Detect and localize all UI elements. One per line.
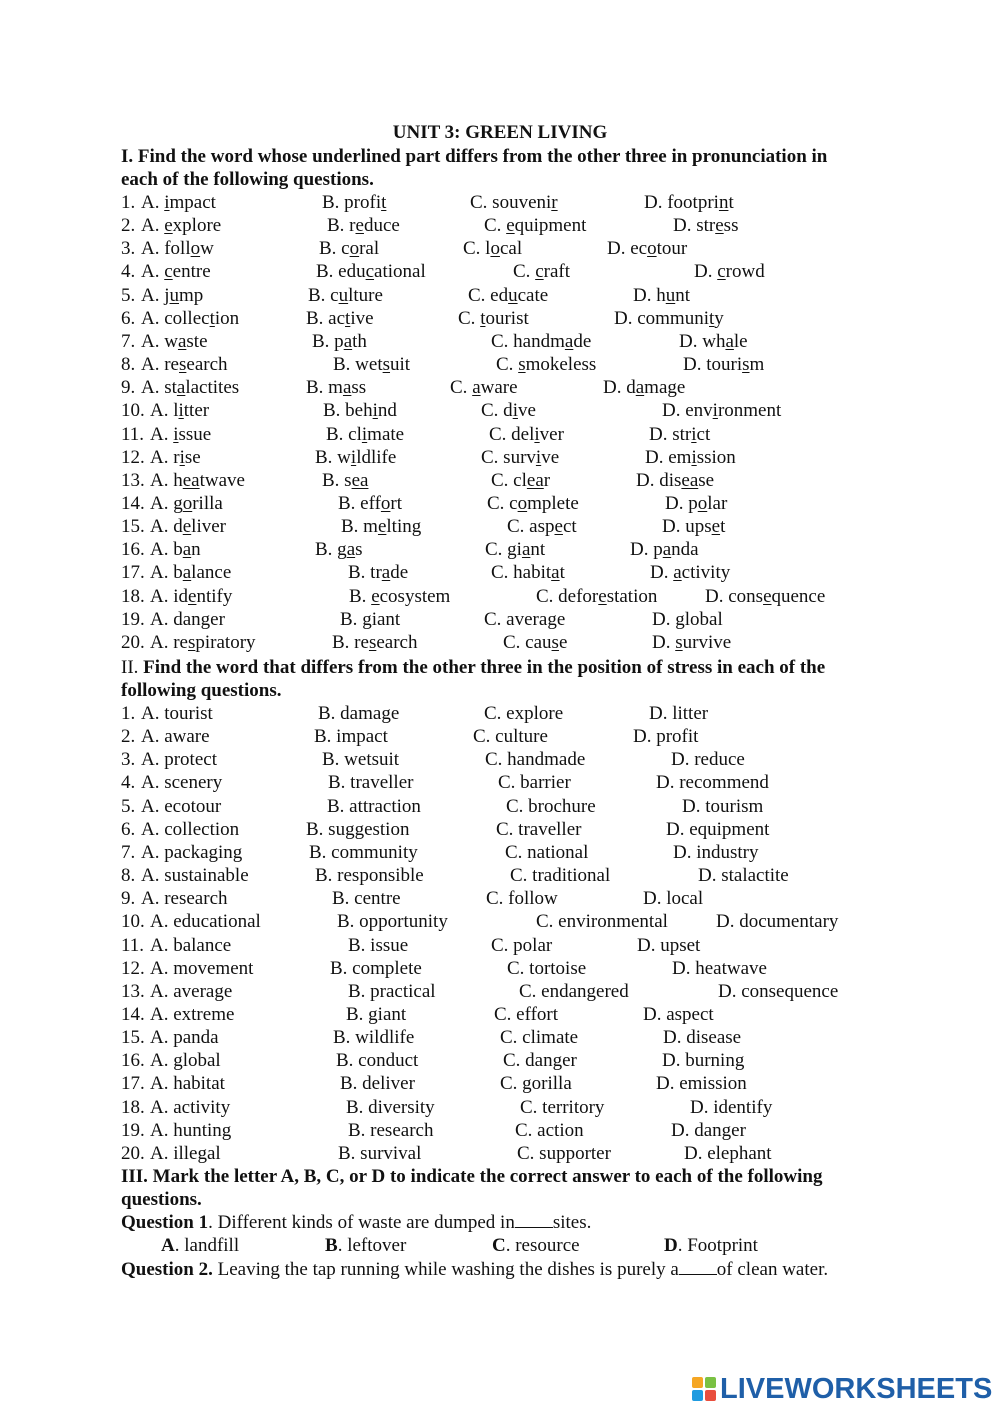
s1-option-b[interactable]: B. sea: [322, 469, 369, 491]
s1-option-a[interactable]: A. research: [141, 354, 228, 376]
s1-option-a[interactable]: A. issue: [150, 423, 212, 445]
s1-question-number: 6.: [121, 307, 136, 329]
q1-option-a[interactable]: A. landfill: [161, 1235, 240, 1256]
s2-option-a[interactable]: A. research: [141, 888, 228, 910]
liveworksheets-footer: [692, 1372, 992, 1406]
s2-option-a[interactable]: A. movement: [150, 957, 254, 979]
s2-question-number: 2.: [121, 726, 136, 748]
s1-option-c[interactable]: C. dive: [481, 400, 536, 422]
s2-option-c[interactable]: C. brochure: [506, 795, 596, 817]
s1-question-number: 2.: [121, 215, 136, 237]
s1-option-b[interactable]: B. melting: [341, 516, 422, 538]
s2-option-d[interactable]: D. emission: [656, 1073, 747, 1095]
s1-option-a[interactable]: A. impact: [141, 192, 216, 213]
s1-question-number: 17.: [121, 562, 145, 584]
s1-option-d[interactable]: D. polar: [665, 492, 728, 514]
s2-option-c[interactable]: C. culture: [473, 726, 548, 748]
s2-question-number: 13.: [121, 980, 145, 1002]
s1-option-b[interactable]: B. ecosystem: [349, 585, 451, 607]
s1-option-d[interactable]: D. footprint: [644, 192, 734, 213]
question-2-blank[interactable]: [679, 1258, 717, 1275]
s2-option-d[interactable]: D. litter: [649, 703, 709, 724]
q1-option-d[interactable]: D. Footprint: [664, 1235, 758, 1256]
s1-option-b[interactable]: B. wetsuit: [333, 354, 411, 376]
s1-option-b[interactable]: B. profit: [322, 192, 387, 213]
s1-question-number: 19.: [121, 608, 145, 630]
section1-heading-line1: I. Find the word whose underlined part differs from the other three in pronunciation in: [121, 146, 828, 167]
s2-option-b[interactable]: B. opportunity: [337, 911, 448, 933]
s2-option-d[interactable]: D. disease: [663, 1027, 742, 1049]
section3-heading-line2: questions.: [121, 1189, 202, 1210]
s1-question-number: 9.: [121, 377, 136, 399]
s2-option-b[interactable]: B. research: [348, 1119, 434, 1141]
s1-option-a[interactable]: A. jump: [141, 284, 204, 306]
q1-option-b[interactable]: B. leftover: [325, 1235, 407, 1256]
s2-option-d[interactable]: D. upset: [637, 934, 701, 956]
s2-option-d[interactable]: D. aspect: [643, 1003, 714, 1025]
s2-question-number: 5.: [121, 795, 136, 817]
s2-option-c[interactable]: C. climate: [500, 1027, 579, 1049]
s2-option-a[interactable]: A. aware: [141, 726, 210, 748]
s1-option-a[interactable]: A. collection: [141, 307, 240, 329]
s1-question-number: 14.: [121, 492, 145, 514]
s1-option-a[interactable]: A. respiratory: [150, 631, 256, 653]
s2-option-a[interactable]: A. protect: [141, 749, 217, 771]
s1-option-c[interactable]: C. deliver: [489, 423, 564, 445]
s1-option-c[interactable]: C. deforestation: [536, 585, 658, 607]
s1-question-number: 4.: [121, 261, 136, 283]
s1-option-b[interactable]: B. wildlife: [315, 446, 397, 468]
s1-option-b[interactable]: B. behind: [323, 400, 397, 422]
s2-option-a[interactable]: A. educational: [150, 911, 261, 933]
s1-option-c[interactable]: C. complete: [487, 492, 579, 514]
s1-option-a[interactable]: A. waste: [141, 330, 208, 352]
s2-option-c[interactable]: C. traveller: [496, 818, 582, 840]
s2-question-number: 18.: [121, 1096, 145, 1118]
s1-option-c[interactable]: C. giant: [485, 539, 546, 561]
s2-option-b[interactable]: B. wetsuit: [322, 749, 400, 771]
s2-option-d[interactable]: D. stalactite: [698, 865, 789, 887]
s2-option-c[interactable]: C. gorilla: [500, 1073, 572, 1095]
s2-question-number: 4.: [121, 772, 136, 794]
s1-option-d[interactable]: D. consequence: [705, 585, 826, 607]
s1-option-c[interactable]: C. tourist: [458, 307, 529, 329]
s1-option-c[interactable]: C. handmade: [491, 330, 592, 352]
s2-option-a[interactable]: A. global: [150, 1050, 221, 1072]
section2-heading-line2: following questions.: [121, 680, 282, 701]
s1-question-number: 18.: [121, 585, 145, 607]
s2-option-d[interactable]: D. tourism: [682, 795, 764, 817]
s2-question-number: 19.: [121, 1119, 145, 1141]
s1-question-number: 12.: [121, 446, 145, 468]
s1-option-d[interactable]: D. community: [614, 307, 724, 329]
s2-option-d[interactable]: D. profit: [633, 726, 699, 748]
s1-option-d[interactable]: D. hunt: [633, 284, 691, 306]
s2-option-d[interactable]: D. equipment: [666, 818, 770, 840]
s1-option-a[interactable]: A. centre: [141, 261, 211, 283]
s2-question-number: 11.: [121, 934, 145, 956]
s2-option-d[interactable]: D. consequence: [718, 980, 839, 1002]
s1-option-d[interactable]: D. survive: [652, 631, 732, 653]
s2-question-number: 10.: [121, 911, 145, 933]
s1-option-b[interactable]: B. giant: [340, 608, 401, 630]
s1-option-b[interactable]: B. mass: [306, 377, 367, 399]
s1-option-b[interactable]: B. educational: [316, 261, 426, 283]
s2-question-number: 1.: [121, 703, 136, 724]
s1-option-b[interactable]: B. gas: [315, 539, 363, 561]
s1-option-c[interactable]: C. aspect: [507, 516, 577, 538]
s2-question-number: 12.: [121, 957, 145, 979]
s2-option-d[interactable]: D. burning: [662, 1050, 745, 1072]
s1-option-d[interactable]: D. strict: [649, 423, 711, 445]
section1-heading-line2: each of the following questions.: [121, 169, 374, 190]
s2-option-b[interactable]: B. attraction: [327, 795, 421, 817]
s2-option-b[interactable]: B. centre: [332, 888, 401, 910]
s2-option-b[interactable]: B. practical: [348, 980, 436, 1002]
s1-option-b[interactable]: B. coral: [319, 238, 380, 260]
s2-option-c[interactable]: C. territory: [520, 1096, 605, 1118]
question-2-text-before: Leaving the tap running while washing the dishes is purely a: [212, 1259, 679, 1280]
s1-option-b[interactable]: B. climate: [326, 423, 405, 445]
s1-question-number: 16.: [121, 539, 145, 561]
s1-option-a[interactable]: A. balance: [150, 562, 232, 584]
s2-question-number: 3.: [121, 749, 136, 771]
s2-option-a[interactable]: A. collection: [141, 818, 240, 840]
s1-option-a[interactable]: A. identify: [150, 585, 233, 607]
s2-option-b[interactable]: B. issue: [348, 934, 409, 956]
s1-option-c[interactable]: C. educate: [468, 284, 549, 306]
s2-option-d[interactable]: D. danger: [671, 1119, 746, 1141]
s2-option-c[interactable]: C. barrier: [498, 772, 571, 794]
section2-heading-text: Find the word that differs from the other three in the position of stress in each of the: [143, 657, 826, 678]
question-2: [121, 1258, 828, 1281]
s2-question-number: 7.: [121, 841, 136, 863]
s2-option-b[interactable]: B. damage: [318, 703, 400, 724]
s1-option-c[interactable]: C. local: [463, 238, 523, 260]
logo-square: [705, 1390, 716, 1401]
s1-option-d[interactable]: D. damage: [603, 377, 686, 399]
question-1-text-after: sites.: [552, 1212, 592, 1233]
logo-square: [692, 1390, 703, 1401]
s1-option-a[interactable]: A. explore: [141, 215, 222, 237]
s2-option-a[interactable]: A. average: [150, 980, 233, 1002]
s2-option-b[interactable]: B. survival: [338, 1142, 422, 1164]
s1-option-c[interactable]: C. aware: [450, 377, 518, 399]
page-title: UNIT 3: GREEN LIVING: [392, 122, 608, 143]
s1-option-c[interactable]: C. survive: [481, 446, 560, 468]
s1-option-c[interactable]: C. equipment: [484, 215, 587, 237]
s1-option-a[interactable]: A. gorilla: [150, 492, 223, 514]
s1-option-a[interactable]: A. deliver: [150, 516, 226, 538]
s2-question-number: 8.: [121, 865, 136, 887]
s2-option-a[interactable]: A. ecotour: [141, 795, 222, 817]
s2-question-number: 6.: [121, 818, 136, 840]
s2-question-number: 14.: [121, 1003, 145, 1025]
s2-option-c[interactable]: C. endangered: [519, 980, 629, 1002]
s1-option-d[interactable]: D. global: [652, 608, 723, 630]
question-1-blank[interactable]: [515, 1211, 553, 1228]
s2-option-a[interactable]: A. tourist: [141, 703, 213, 724]
s1-option-d[interactable]: D. activity: [650, 562, 731, 584]
s1-option-a[interactable]: A. litter: [150, 400, 210, 422]
s1-question-number: 8.: [121, 354, 136, 376]
s2-option-d[interactable]: D. recommend: [656, 772, 769, 794]
s1-option-c[interactable]: C. smokeless: [496, 354, 597, 376]
s2-option-c[interactable]: C. action: [515, 1119, 584, 1141]
s2-question-number: 9.: [121, 888, 136, 910]
s1-option-b[interactable]: B. effort: [338, 492, 403, 514]
question-1-label: Question 1: [121, 1212, 209, 1233]
s2-option-a[interactable]: A. extreme: [150, 1003, 235, 1025]
s1-question-number: 10.: [121, 400, 145, 422]
s2-option-d[interactable]: D. elephant: [684, 1142, 772, 1164]
s1-option-d[interactable]: D. disease: [636, 469, 715, 491]
s2-option-d[interactable]: D. identify: [690, 1096, 773, 1118]
s2-option-b[interactable]: B. responsible: [315, 865, 424, 887]
question-1: [121, 1211, 591, 1234]
s1-option-a[interactable]: A. stalactites: [141, 377, 240, 399]
s1-option-c[interactable]: C. clear: [491, 469, 551, 491]
s2-option-b[interactable]: B. deliver: [340, 1073, 415, 1095]
s2-option-b[interactable]: B. complete: [330, 957, 422, 979]
s2-option-c[interactable]: C. national: [505, 841, 589, 863]
logo-square: [692, 1377, 703, 1388]
s2-option-a[interactable]: A. panda: [150, 1027, 219, 1049]
s2-option-d[interactable]: D. reduce: [671, 749, 745, 771]
s2-option-d[interactable]: D. local: [643, 888, 704, 910]
s2-option-c[interactable]: C. polar: [491, 934, 553, 956]
s2-option-b[interactable]: B. conduct: [336, 1050, 419, 1072]
s1-option-b[interactable]: B. active: [306, 307, 374, 329]
logo-square: [705, 1377, 716, 1388]
s2-option-a[interactable]: A. sustainable: [141, 865, 249, 887]
s2-option-a[interactable]: A. packaging: [141, 841, 243, 863]
s2-question-number: 16.: [121, 1050, 145, 1072]
section3-heading-line1: III. Mark the letter A, B, C, or D to indicate the correct answer to each of the following: [121, 1166, 823, 1187]
s2-option-d[interactable]: D. industry: [673, 841, 759, 863]
s2-question-number: 20.: [121, 1142, 145, 1164]
s1-question-number: 1.: [121, 192, 136, 213]
s1-option-d[interactable]: D. emission: [645, 446, 736, 468]
s2-option-b[interactable]: B. giant: [346, 1003, 407, 1025]
section2-heading-line1: [121, 656, 825, 679]
s1-option-a[interactable]: A. heatwave: [150, 469, 245, 491]
s2-option-a[interactable]: A. habitat: [150, 1073, 225, 1095]
s2-option-d[interactable]: D. documentary: [716, 911, 839, 933]
liveworksheets-logo-icon: [692, 1377, 716, 1401]
s2-option-c[interactable]: C. handmade: [485, 749, 586, 771]
s1-option-b[interactable]: B. trade: [348, 562, 409, 584]
s1-option-c[interactable]: C. habitat: [491, 562, 565, 584]
s1-question-number: 20.: [121, 631, 145, 653]
s1-option-d[interactable]: D. stress: [673, 215, 739, 237]
q1-option-c[interactable]: C. resource: [492, 1235, 580, 1256]
s1-question-number: 3.: [121, 238, 136, 260]
s2-option-c[interactable]: C. effort: [494, 1003, 559, 1025]
s2-option-c[interactable]: C. explore: [484, 703, 564, 724]
s1-option-d[interactable]: D. tourism: [683, 354, 765, 376]
s1-option-a[interactable]: A. ban: [150, 539, 201, 561]
s1-option-b[interactable]: B. research: [332, 631, 418, 653]
s1-option-b[interactable]: B. reduce: [327, 215, 400, 237]
s2-option-a[interactable]: A. activity: [150, 1096, 231, 1118]
s1-option-a[interactable]: A. follow: [141, 238, 214, 260]
s1-option-d[interactable]: D. ecotour: [607, 238, 688, 260]
s2-option-c[interactable]: C. environmental: [536, 911, 668, 933]
s2-option-b[interactable]: B. community: [309, 841, 418, 863]
s2-question-number: 15.: [121, 1027, 145, 1049]
question-2-text-after: of clean water.: [716, 1259, 829, 1280]
s2-option-b[interactable]: B. traveller: [328, 772, 414, 794]
s1-option-c[interactable]: C. average: [484, 608, 566, 630]
brand-name: LIVEWORKSHEETS: [720, 1372, 993, 1405]
s2-option-c[interactable]: C. tortoise: [507, 957, 587, 979]
s1-question-number: 15.: [121, 516, 145, 538]
question-2-label: Question 2.: [121, 1259, 213, 1280]
s1-question-number: 7.: [121, 330, 136, 352]
s1-question-number: 13.: [121, 469, 145, 491]
s1-question-number: 5.: [121, 284, 136, 306]
s2-option-a[interactable]: A. scenery: [141, 772, 223, 794]
question-1-text-before: . Different kinds of waste are dumped in: [208, 1212, 515, 1233]
s2-option-c[interactable]: C. traditional: [510, 865, 611, 887]
s2-option-c[interactable]: C. danger: [503, 1050, 577, 1072]
s1-option-d[interactable]: D. whale: [679, 330, 748, 352]
s2-option-b[interactable]: B. impact: [314, 726, 388, 748]
s2-option-c[interactable]: C. follow: [486, 888, 558, 910]
s2-option-c[interactable]: C. supporter: [517, 1142, 611, 1164]
s2-option-a[interactable]: A. illegal: [150, 1142, 221, 1164]
s1-option-a[interactable]: A. danger: [150, 608, 225, 630]
section2-roman: II.: [121, 657, 144, 678]
s2-question-number: 17.: [121, 1073, 145, 1095]
s2-option-b[interactable]: B. wildlife: [333, 1027, 415, 1049]
s1-option-a[interactable]: A. rise: [150, 446, 201, 468]
s1-option-c[interactable]: C. craft: [513, 261, 570, 283]
s2-option-b[interactable]: B. diversity: [346, 1096, 435, 1118]
s1-question-number: 11.: [121, 423, 145, 445]
s2-option-b[interactable]: B. suggestion: [306, 818, 410, 840]
s1-option-c[interactable]: C. souvenir: [470, 192, 558, 213]
s2-option-a[interactable]: A. balance: [150, 934, 232, 956]
s1-option-d[interactable]: D. environment: [662, 400, 782, 422]
s1-option-b[interactable]: B. culture: [308, 284, 383, 306]
s1-option-d[interactable]: D. upset: [662, 516, 726, 538]
s1-option-b[interactable]: B. path: [312, 330, 367, 352]
s1-option-d[interactable]: D. panda: [630, 539, 699, 561]
s1-option-d[interactable]: D. crowd: [694, 261, 765, 283]
s2-option-a[interactable]: A. hunting: [150, 1119, 232, 1141]
s1-option-c[interactable]: C. cause: [503, 631, 568, 653]
s2-option-d[interactable]: D. heatwave: [672, 957, 767, 979]
